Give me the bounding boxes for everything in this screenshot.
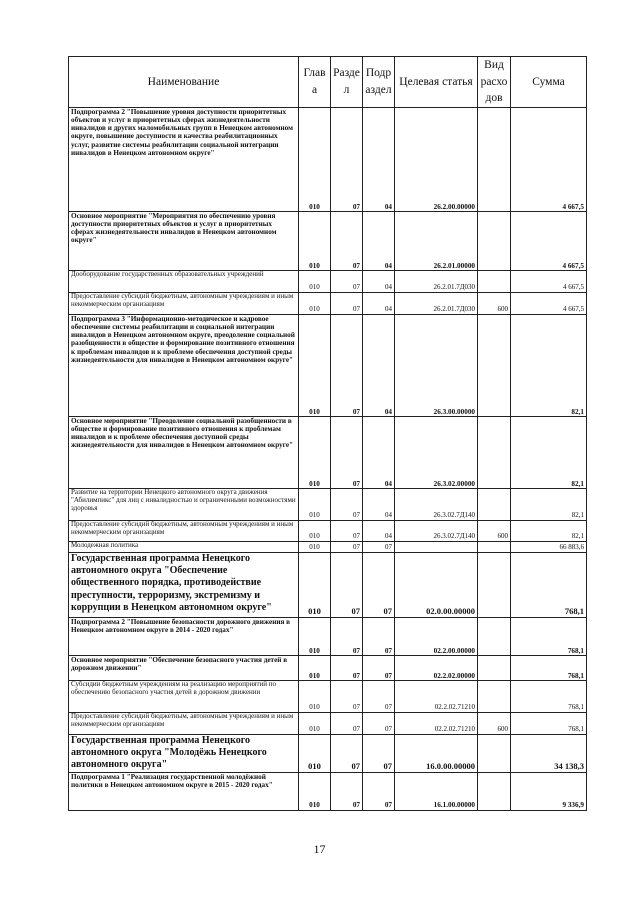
table-row — [69, 417, 587, 489]
table-row — [69, 293, 587, 315]
header-target: Целевая статья — [395, 57, 478, 108]
row-razdel: 07 — [331, 553, 363, 618]
row-podrazdel: 07 — [363, 772, 395, 810]
header-razdel: Разде л — [331, 57, 363, 108]
row-name: Развитие на территории Ненецкого автономного округа движения "Абилимпикс" для лиц с инвалидностью и ограниченными возможностями здоровья — [69, 489, 299, 521]
row-glava: 010 — [299, 489, 331, 521]
row-glava: 010 — [299, 656, 331, 681]
row-name: Предоставление субсидий бюджетным, автономным учреждениям и иным некоммерческим организациям — [69, 293, 299, 315]
header-vid: Вид расхо дов — [478, 57, 511, 108]
row-glava: 010 — [299, 681, 331, 713]
row-podrazdel: 04 — [363, 293, 395, 315]
row-razdel: 07 — [331, 618, 363, 656]
row-glava: 010 — [299, 521, 331, 542]
row-vid — [478, 108, 511, 212]
row-glava: 010 — [299, 417, 331, 489]
header-name: Наименование — [69, 57, 299, 108]
table-row — [69, 656, 587, 681]
table-row — [69, 315, 587, 417]
row-name: Подпрограмма 1 "Реализация государственной молодёжной политики в Ненецком автономном округе в 2015 - 2020 годах" — [69, 772, 299, 810]
row-razdel: 07 — [331, 656, 363, 681]
header-podrazdel: Подр аздел — [363, 57, 395, 108]
header-sum: Сумма — [511, 57, 587, 108]
row-name: Предоставление субсидий бюджетным, автономным учреждениям и иным некоммерческим организациям — [69, 521, 299, 542]
row-podrazdel: 07 — [363, 681, 395, 713]
row-razdel: 07 — [331, 681, 363, 713]
row-sum: 4 667,5 — [511, 271, 587, 293]
row-sum: 82,1 — [511, 489, 587, 521]
row-target: 02.2.02.00000 — [395, 656, 478, 681]
row-razdel: 07 — [331, 713, 363, 735]
table-row — [69, 489, 587, 521]
table-row — [69, 618, 587, 656]
page-number: 17 — [313, 842, 326, 856]
budget-table — [68, 56, 587, 811]
row-vid — [478, 656, 511, 681]
table-row — [69, 542, 587, 553]
row-vid: 600 — [478, 521, 511, 542]
table-header-row — [69, 57, 587, 108]
row-vid — [478, 735, 511, 773]
table-row — [69, 681, 587, 713]
row-razdel: 07 — [331, 212, 363, 271]
row-podrazdel: 04 — [363, 521, 395, 542]
row-vid — [478, 681, 511, 713]
row-glava: 010 — [299, 212, 331, 271]
row-podrazdel: 07 — [363, 618, 395, 656]
row-vid — [478, 271, 511, 293]
row-sum: 66 883,6 — [511, 542, 587, 553]
table-row — [69, 271, 587, 293]
row-target: 02.2.02.71210 — [395, 681, 478, 713]
row-vid — [478, 417, 511, 489]
row-glava: 010 — [299, 108, 331, 212]
table-row — [69, 212, 587, 271]
row-target: 26.2.01.00000 — [395, 212, 478, 271]
row-podrazdel: 07 — [363, 553, 395, 618]
row-name: Молодежная политика — [69, 542, 299, 553]
row-razdel: 07 — [331, 293, 363, 315]
table-row — [69, 735, 587, 773]
row-vid — [478, 315, 511, 417]
row-sum: 768,1 — [511, 553, 587, 618]
row-razdel: 07 — [331, 489, 363, 521]
row-target: 02.2.02.71210 — [395, 713, 478, 735]
row-podrazdel: 04 — [363, 315, 395, 417]
row-podrazdel: 07 — [363, 542, 395, 553]
row-razdel: 07 — [331, 417, 363, 489]
row-sum: 768,1 — [511, 656, 587, 681]
row-podrazdel: 04 — [363, 271, 395, 293]
row-sum: 82,1 — [511, 521, 587, 542]
row-target: 26.2.01.7Д030 — [395, 293, 478, 315]
row-target: 26.3.02.7Д140 — [395, 489, 478, 521]
row-target: 26.2.00.00000 — [395, 108, 478, 212]
row-target: 02.2.00.00000 — [395, 618, 478, 656]
row-sum: 768,1 — [511, 618, 587, 656]
row-podrazdel: 04 — [363, 212, 395, 271]
row-sum: 768,1 — [511, 713, 587, 735]
row-glava: 010 — [299, 618, 331, 656]
row-razdel: 07 — [331, 521, 363, 542]
row-vid — [478, 212, 511, 271]
row-glava: 010 — [299, 553, 331, 618]
row-sum: 82,1 — [511, 315, 587, 417]
row-name: Предоставление субсидий бюджетным, автономным учреждениям и иным некоммерческим организациям — [69, 713, 299, 735]
header-glava: Глав а — [299, 57, 331, 108]
row-razdel: 07 — [331, 735, 363, 773]
row-vid — [478, 772, 511, 810]
row-podrazdel: 07 — [363, 735, 395, 773]
row-target: 02.0.00.00000 — [395, 553, 478, 618]
row-vid: 600 — [478, 713, 511, 735]
row-glava: 010 — [299, 293, 331, 315]
table-row — [69, 108, 587, 212]
row-target: 26.2.01.7Д030 — [395, 271, 478, 293]
table-row — [69, 553, 587, 618]
row-glava: 010 — [299, 271, 331, 293]
row-target: 26.3.02.00000 — [395, 417, 478, 489]
row-name: Подпрограмма 3 "Информационно-методическое и кадровое обеспечение системы реабилитации и социальной интеграции инвалидов в Ненецком автономном округе, преодоление социальной разобщенности в обществе и формирование позитивного отношения к проблемам инвалидов и к проблеме обеспечения доступной среды жизнедеятельности для инвалидов в Ненецком автономном округе" — [69, 315, 299, 417]
row-name: Основное мероприятие "Мероприятия по обеспечению уровня доступности приоритетных объектов и услуг в приоритетных сферах жизнедеятельности инвалидов в Ненецком автономном округе" — [69, 212, 299, 271]
row-name: Основное мероприятие "Преодоление социальной разобщенности в обществе и формирование позитивного отношения к проблемам инвалидов и к проблеме обеспечения доступной среды жизнедеятельности для инвалидов в Ненецком автономном округе" — [69, 417, 299, 489]
table-row — [69, 521, 587, 542]
row-sum: 82,1 — [511, 417, 587, 489]
table-row — [69, 713, 587, 735]
row-podrazdel: 04 — [363, 417, 395, 489]
row-razdel: 07 — [331, 108, 363, 212]
row-razdel: 07 — [331, 542, 363, 553]
row-sum: 9 336,9 — [511, 772, 587, 810]
row-target: 16.0.00.00000 — [395, 735, 478, 773]
row-vid — [478, 489, 511, 521]
row-target: 16.1.00.00000 — [395, 772, 478, 810]
row-podrazdel: 04 — [363, 108, 395, 212]
row-razdel: 07 — [331, 772, 363, 810]
row-glava: 010 — [299, 315, 331, 417]
row-target: 26.3.02.7Д140 — [395, 521, 478, 542]
row-glava: 010 — [299, 772, 331, 810]
row-podrazdel: 04 — [363, 489, 395, 521]
row-sum: 4 667,5 — [511, 212, 587, 271]
row-vid — [478, 542, 511, 553]
row-vid — [478, 618, 511, 656]
row-glava: 010 — [299, 713, 331, 735]
row-podrazdel: 07 — [363, 713, 395, 735]
row-sum: 4 667,5 — [511, 293, 587, 315]
row-vid: 600 — [478, 293, 511, 315]
row-name: Государственная программа Ненецкого автономного округа "Обеспечение общественного порядка, противодействие преступности, терроризму, экстремизму и коррупции в Ненецком автономном округе" — [69, 553, 299, 618]
row-name: Субсидии бюджетным учреждениям на реализацию мероприятий по обеспечению безопасного участия детей в дорожном движении — [69, 681, 299, 713]
row-sum: 768,1 — [511, 681, 587, 713]
row-name: Подпрограмма 2 "Повышение уровня доступности приоритетных объектов и услуг в приоритетных сферах жизнедеятельности инвалидов и других маломобильных групп в Ненецком автономном округе, повышение доступности и качества реабилитационных услуг, развитие системы реабилитации социальной интеграции инвалидов в Ненецком автономном округе" — [69, 108, 299, 212]
row-glava: 010 — [299, 735, 331, 773]
row-name: Подпрограмма 2 "Повышение безопасности дорожного движения в Ненецком автономном округе в 2014 - 2020 годах" — [69, 618, 299, 656]
row-razdel: 07 — [331, 271, 363, 293]
row-name: Основное мероприятие "Обеспечение безопасного участия детей в дорожном движении" — [69, 656, 299, 681]
row-razdel: 07 — [331, 315, 363, 417]
table-row — [69, 772, 587, 810]
row-name: Государственная программа Ненецкого автономного округа "Молодёжь Ненецкого автономного округа" — [69, 735, 299, 773]
row-glava: 010 — [299, 542, 331, 553]
row-sum: 34 138,3 — [511, 735, 587, 773]
row-target — [395, 542, 478, 553]
row-name: Дооборудование государственных образовательных учреждений — [69, 271, 299, 293]
row-target: 26.3.00.00000 — [395, 315, 478, 417]
row-sum: 4 667,5 — [511, 108, 587, 212]
row-podrazdel: 07 — [363, 656, 395, 681]
row-vid — [478, 553, 511, 618]
